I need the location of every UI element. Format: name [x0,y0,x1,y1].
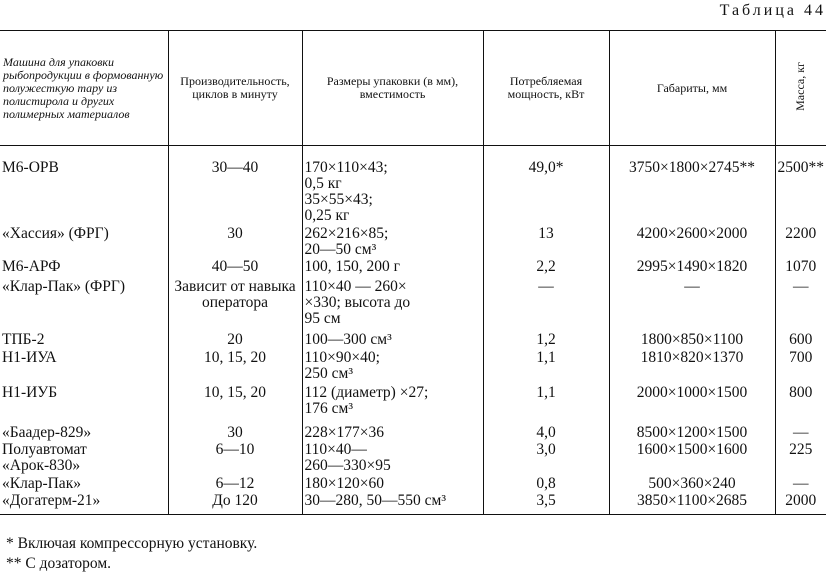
cell-power: 0,8 [483,476,609,493]
cell-size: 228×177×36 [302,425,483,442]
cell-size: 262×216×85; 20—50 см³ [302,226,483,259]
table-row [0,332,826,350]
cell-size: 110×90×40; 250 см³ [302,350,483,385]
header-mass-label: Масса, кг [793,62,808,111]
cell-power: 2,2 [483,259,609,279]
cell-dimensions: 3850×1100×2685 [609,493,775,515]
cell-mass: 2200 [775,226,826,259]
cell-size: 100, 150, 200 г [302,259,483,279]
header-size: Размеры упаковки (в мм), вместимость [302,31,483,146]
cell-mass: — [775,425,826,442]
table-row [0,493,826,515]
cell-machine: М6-ОРВ [0,146,168,226]
cell-dimensions: 1800×850×1100 [609,332,775,350]
cell-dimensions: 1810×820×1370 [609,350,775,385]
cell-productivity: Зависит от навыка оператора [168,279,302,332]
cell-productivity: 20 [168,332,302,350]
cell-size: 100—300 см³ [302,332,483,350]
table-row [0,279,826,332]
cell-machine: «Догатерм-21» [0,493,168,515]
table-row [0,226,826,259]
table-body [0,146,826,515]
cell-mass: — [775,476,826,493]
cell-dimensions: 3750×1800×2745** [609,146,775,226]
cell-machine: «Клар-Пак» [0,476,168,493]
cell-productivity: 6—10 [168,442,302,476]
header-dimensions: Габариты, мм [609,31,775,146]
cell-power: 49,0* [483,146,609,226]
header-machine: Машина для упаковки рыбопродукции в формованную полужесткую тару из полистирола и других полимерных материалов [0,31,168,146]
cell-dimensions: 4200×2600×2000 [609,226,775,259]
machines-table [0,30,826,515]
cell-dimensions: 8500×1200×1500 [609,425,775,442]
table-row [0,259,826,279]
cell-power: 1,1 [483,350,609,385]
cell-mass: — [775,279,826,332]
cell-mass: 225 [775,442,826,476]
cell-dimensions: — [609,279,775,332]
cell-power: 1,1 [483,385,609,425]
cell-productivity: 10, 15, 20 [168,385,302,425]
footnote-compressor: * Включая компрессорную установку. [6,535,258,552]
cell-machine: ТПБ-2 [0,332,168,350]
cell-dimensions: 2000×1000×1500 [609,385,775,425]
cell-power: 4,0 [483,425,609,442]
cell-productivity: 6—12 [168,476,302,493]
footnote-dispenser: ** С дозатором. [6,555,112,572]
header-power: Потребляемая мощность, кВт [483,31,609,146]
table-row [0,350,826,385]
header-productivity: Производительность, циклов в минуту [168,31,302,146]
cell-dimensions: 500×360×240 [609,476,775,493]
table-row [0,146,826,226]
cell-machine: Н1-ИУБ [0,385,168,425]
cell-power: 1,2 [483,332,609,350]
cell-machine: Н1-ИУА [0,350,168,385]
cell-machine: Полуавтомат «Арок-830» [0,442,168,476]
cell-size: 110×40— 260—330×95 [302,442,483,476]
cell-productivity: 40—50 [168,259,302,279]
cell-productivity: 30 [168,226,302,259]
cell-dimensions: 1600×1500×1600 [609,442,775,476]
cell-productivity: 10, 15, 20 [168,350,302,385]
cell-machine: «Хассия» (ФРГ) [0,226,168,259]
cell-machine: М6-АРФ [0,259,168,279]
cell-mass: 700 [775,350,826,385]
cell-size: 30—280, 50—550 см³ [302,493,483,515]
footnotes [6,534,257,574]
table-row [0,385,826,425]
cell-mass: 2500** [775,146,826,226]
table-header-row [0,31,826,146]
cell-machine: «Клар-Пак» (ФРГ) [0,279,168,332]
header-mass [775,31,826,146]
cell-power: — [483,279,609,332]
cell-mass: 1070 [775,259,826,279]
table-number-label: Таблица 44 [719,2,826,19]
cell-power: 3,5 [483,493,609,515]
cell-productivity: 30—40 [168,146,302,226]
cell-machine: «Баадер-829» [0,425,168,442]
cell-power: 3,0 [483,442,609,476]
cell-power: 13 [483,226,609,259]
cell-size: 110×40 — 260× ×330; высота до 95 см [302,279,483,332]
cell-size: 180×120×60 [302,476,483,493]
table-row [0,425,826,442]
cell-size: 112 (диаметр) ×27; 176 см³ [302,385,483,425]
cell-productivity: 30 [168,425,302,442]
cell-size: 170×110×43; 0,5 кг 35×55×43; 0,25 кг [302,146,483,226]
cell-mass: 2000 [775,493,826,515]
table-row [0,476,826,493]
cell-dimensions: 2995×1490×1820 [609,259,775,279]
table-row [0,442,826,476]
cell-mass: 600 [775,332,826,350]
cell-productivity: До 120 [168,493,302,515]
cell-mass: 800 [775,385,826,425]
